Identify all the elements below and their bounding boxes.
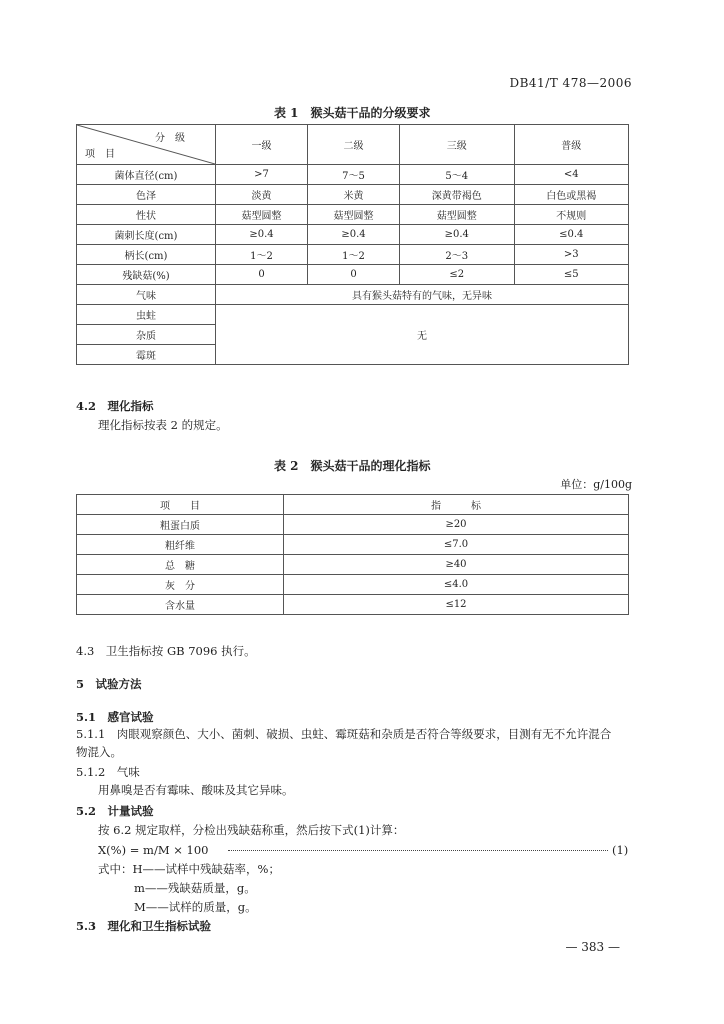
table-cell: 5～4 bbox=[400, 165, 514, 185]
table-cell: ≤7.0 bbox=[284, 535, 629, 555]
table-row bbox=[77, 575, 629, 595]
section-heading bbox=[76, 398, 154, 415]
table-row bbox=[77, 245, 629, 265]
table-cell: 7～5 bbox=[308, 165, 400, 185]
row-label: 菌刺长度(cm) bbox=[77, 225, 216, 245]
grade-header: 一级 bbox=[216, 125, 308, 165]
table-cell: ≤0.4 bbox=[514, 225, 629, 245]
row-label: 虫蛀 bbox=[77, 305, 216, 325]
column-header: 项 目 bbox=[77, 495, 284, 515]
table-cell: >7 bbox=[216, 165, 308, 185]
table1-caption: 表 1 猴头菇干品的分级要求 bbox=[274, 106, 431, 120]
table1 bbox=[76, 124, 629, 365]
table-cell: ≥0.4 bbox=[400, 225, 514, 245]
table2-unit: 单位：g/100g bbox=[560, 478, 632, 491]
row-label: 总 糖 bbox=[77, 555, 284, 575]
table-cell: 不规则 bbox=[514, 205, 629, 225]
table-cell: 米黄 bbox=[308, 185, 400, 205]
table-row bbox=[77, 535, 629, 555]
column-header: 指 标 bbox=[284, 495, 629, 515]
formula-legend: M——试样的质量，g。 bbox=[134, 900, 257, 914]
grade-header: 普级 bbox=[514, 125, 629, 165]
section-title: 理化指标 bbox=[107, 399, 154, 413]
table-row bbox=[77, 515, 629, 535]
section-heading: 5.1.2 气味 bbox=[76, 765, 140, 779]
table2-header-row bbox=[77, 495, 629, 515]
table-cell: ≤2 bbox=[400, 265, 514, 285]
table-cell: >3 bbox=[514, 245, 629, 265]
grade-header: 二级 bbox=[308, 125, 400, 165]
table-cell: ≤4.0 bbox=[284, 575, 629, 595]
table-cell: 白色或黑褐 bbox=[514, 185, 629, 205]
table-cell: ≤5 bbox=[514, 265, 629, 285]
table1-header-row bbox=[77, 125, 629, 165]
page-number: — 383 — bbox=[565, 940, 620, 954]
merged-value: 无 bbox=[216, 305, 629, 365]
table-row bbox=[77, 165, 629, 185]
table-cell: ≥0.4 bbox=[216, 225, 308, 245]
formula: X(%) = m/M × 100 bbox=[98, 843, 209, 857]
row-label: 气味 bbox=[77, 285, 216, 305]
table-row bbox=[77, 595, 629, 615]
grade-header: 三级 bbox=[400, 125, 514, 165]
section-heading: 5 试验方法 bbox=[76, 677, 142, 691]
row-label: 粗蛋白质 bbox=[77, 515, 284, 535]
table-cell: ≥0.4 bbox=[308, 225, 400, 245]
table-cell: 1～2 bbox=[308, 245, 400, 265]
section-number: 4.2 bbox=[76, 399, 97, 413]
table-row bbox=[77, 305, 629, 325]
table-cell: 菇型圆整 bbox=[308, 205, 400, 225]
table-cell: 2～3 bbox=[400, 245, 514, 265]
row-label: 菌体直径(cm) bbox=[77, 165, 216, 185]
table-row bbox=[77, 555, 629, 575]
table1-corner-grade: 分 级 bbox=[155, 133, 185, 144]
table-cell: <4 bbox=[514, 165, 629, 185]
paragraph: 用鼻嗅是否有霉味、酸味及其它异味。 bbox=[98, 783, 294, 797]
table2-caption: 表 2 猴头菇干品的理化指标 bbox=[274, 459, 431, 473]
table-cell: 菇型圆整 bbox=[216, 205, 308, 225]
table-cell: ≥20 bbox=[284, 515, 629, 535]
section-heading: 5.3 理化和卫生指标试验 bbox=[76, 919, 212, 933]
table-cell: 1～2 bbox=[216, 245, 308, 265]
odor-value: 具有猴头菇特有的气味，无异味 bbox=[216, 285, 629, 305]
table-row bbox=[77, 205, 629, 225]
row-label: 杂质 bbox=[77, 325, 216, 345]
row-label: 粗纤维 bbox=[77, 535, 284, 555]
table-cell: ≤12 bbox=[284, 595, 629, 615]
row-label: 灰 分 bbox=[77, 575, 284, 595]
row-label: 色泽 bbox=[77, 185, 216, 205]
row-label: 性状 bbox=[77, 205, 216, 225]
table-row bbox=[77, 225, 629, 245]
table-cell: 淡黄 bbox=[216, 185, 308, 205]
section-heading: 5.2 计量试验 bbox=[76, 804, 154, 818]
row-label: 霉斑 bbox=[77, 345, 216, 365]
table-cell: 菇型圆整 bbox=[400, 205, 514, 225]
row-label: 含水量 bbox=[77, 595, 284, 615]
standard-code: DB41/T 478—2006 bbox=[509, 76, 632, 90]
row-label: 残缺菇(%) bbox=[77, 265, 216, 285]
paragraph: 5.1.1 肉眼观察颜色、大小、菌刺、破损、虫蛀、霉斑菇和杂质是否符合等级要求，目测有无不允许混合 bbox=[76, 727, 612, 741]
table1-corner-cell bbox=[77, 125, 216, 165]
table-row bbox=[77, 285, 629, 305]
formula-legend: 式中：H——试样中残缺菇率，%； bbox=[98, 862, 280, 876]
table-row bbox=[77, 265, 629, 285]
table-row bbox=[77, 185, 629, 205]
table-cell: 深黄带褐色 bbox=[400, 185, 514, 205]
table-cell: 0 bbox=[216, 265, 308, 285]
leader-dots bbox=[228, 850, 608, 851]
row-label: 柄长(cm) bbox=[77, 245, 216, 265]
paragraph: 按 6.2 规定取样，分检出残缺菇称重，然后按下式(1)计算： bbox=[98, 823, 405, 837]
formula-legend: m——残缺菇质量，g。 bbox=[134, 881, 256, 895]
formula-number: (1) bbox=[612, 843, 629, 857]
section-heading: 5.1 感官试验 bbox=[76, 710, 154, 724]
table2 bbox=[76, 494, 629, 615]
paragraph: 物混入。 bbox=[76, 745, 122, 759]
table-cell: 0 bbox=[308, 265, 400, 285]
paragraph: 理化指标按表 2 的规定。 bbox=[98, 418, 228, 432]
table-cell: ≥40 bbox=[284, 555, 629, 575]
paragraph: 4.3 卫生指标按 GB 7096 执行。 bbox=[76, 644, 256, 658]
table1-corner-item: 项 目 bbox=[85, 149, 115, 160]
